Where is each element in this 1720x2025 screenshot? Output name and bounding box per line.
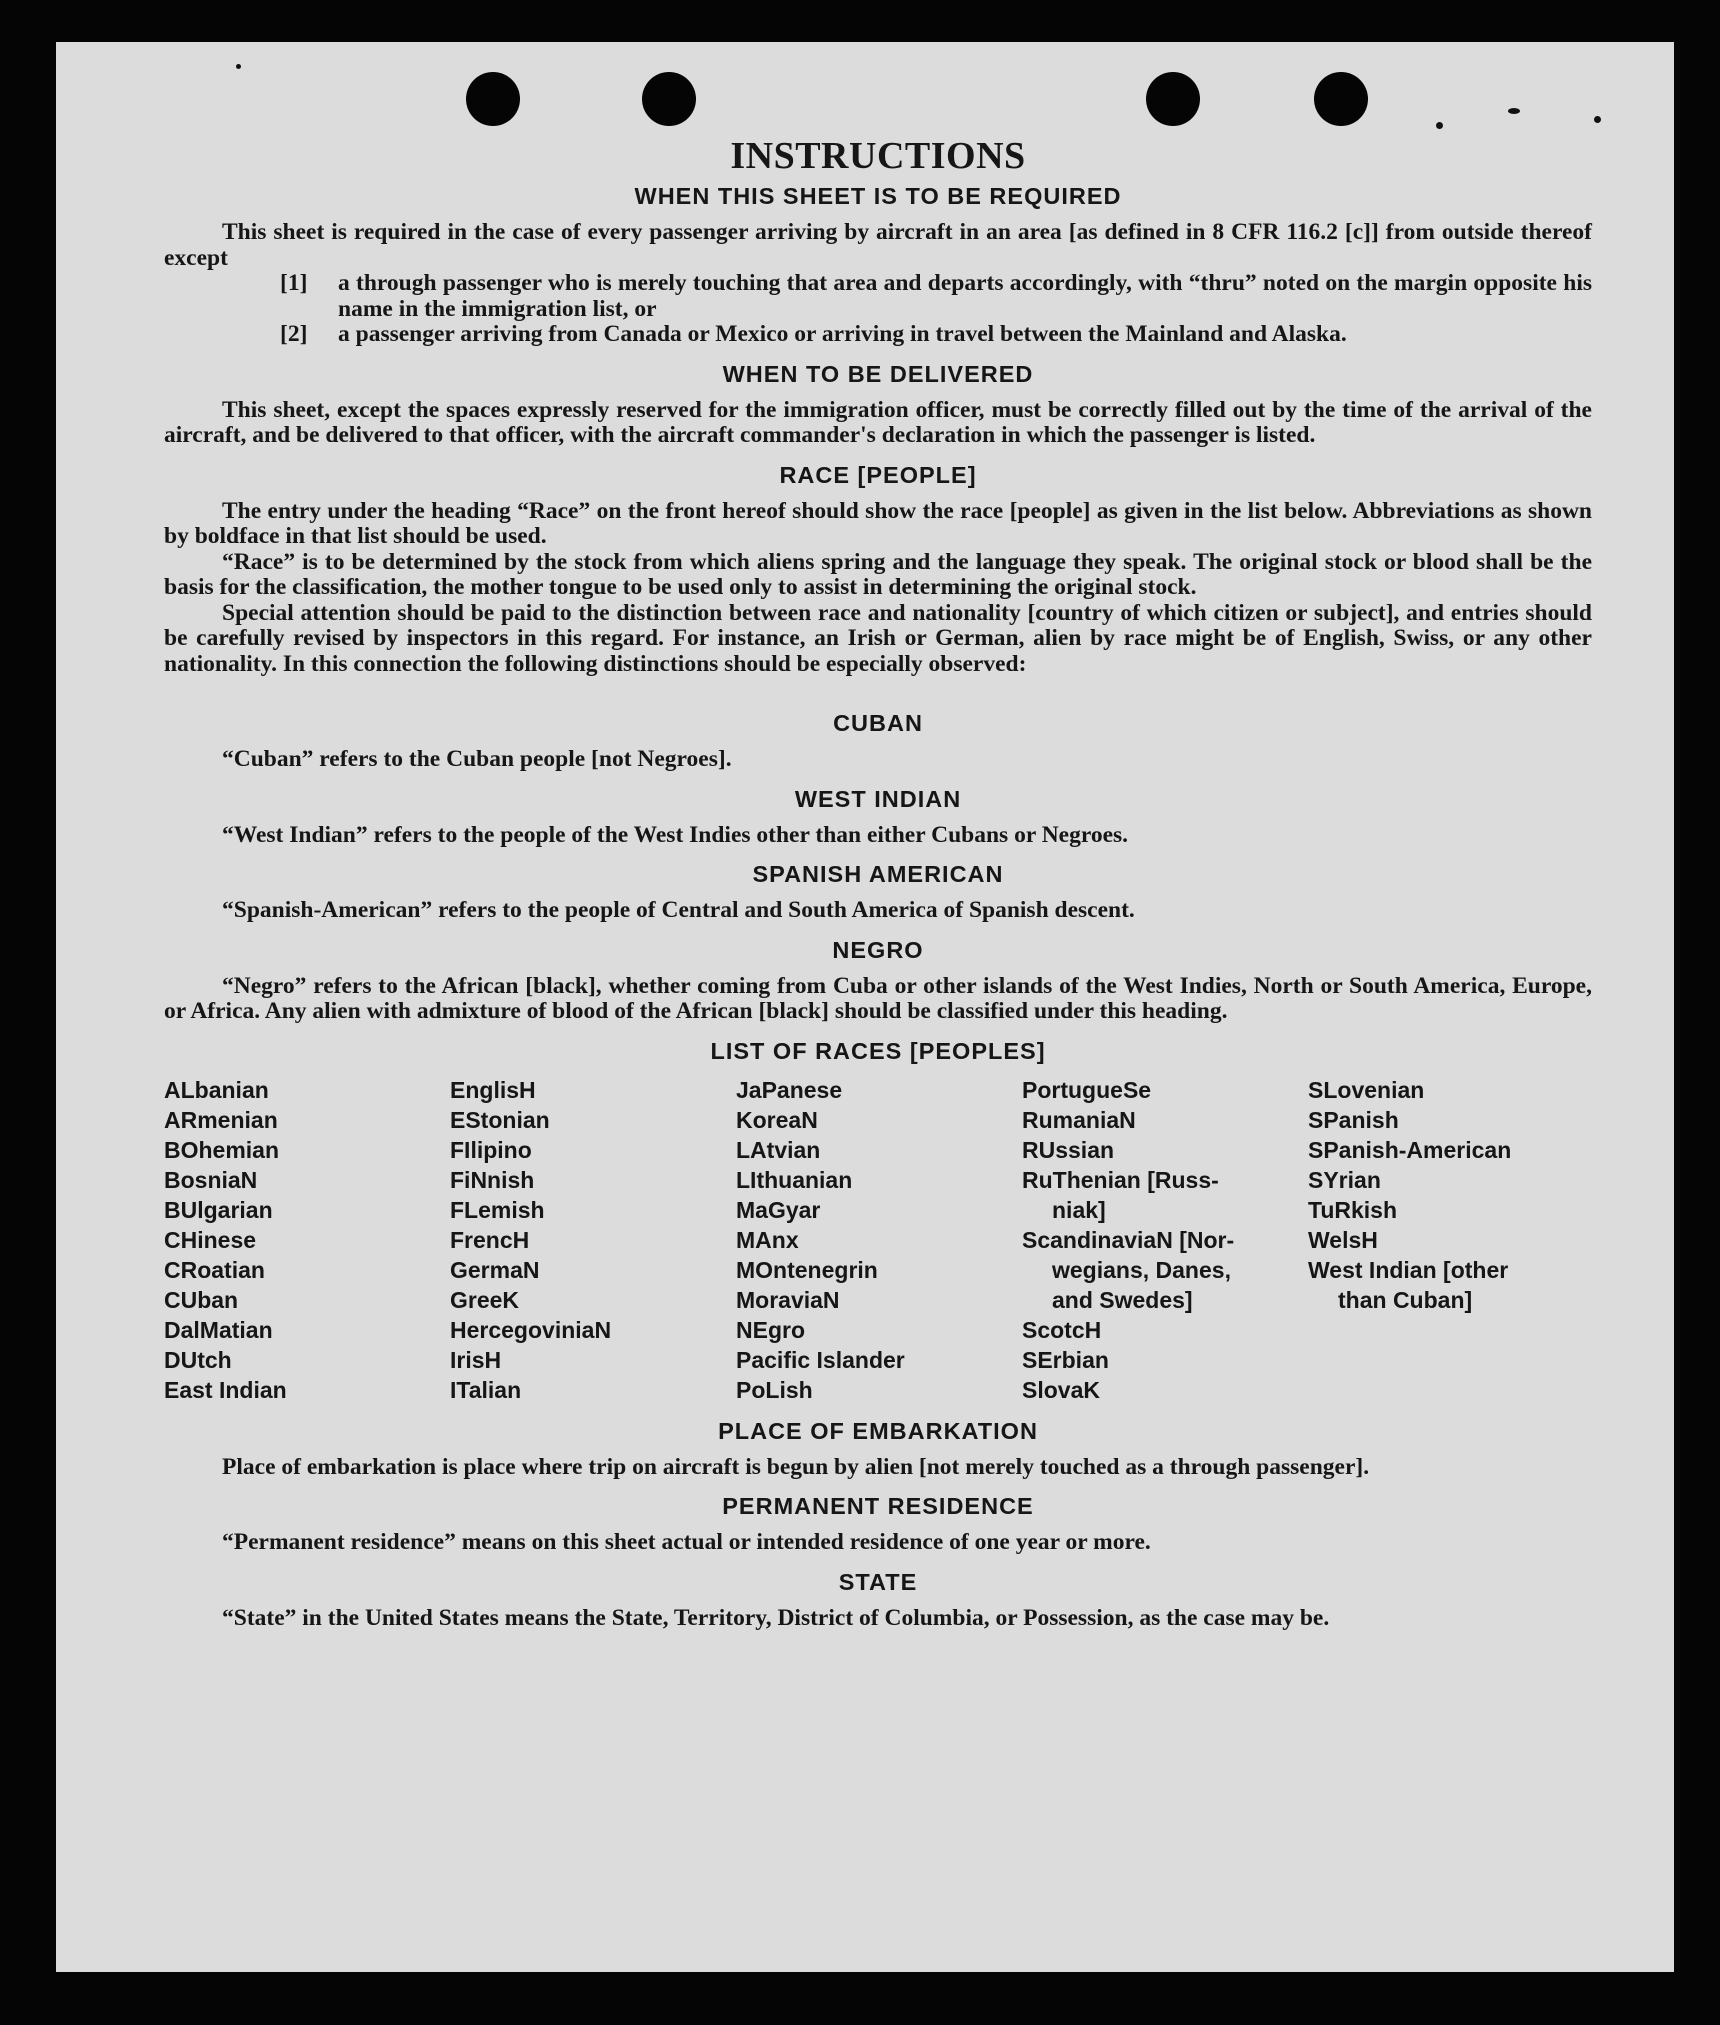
races-list [164, 1075, 1592, 1405]
race-entry: FrencH [450, 1226, 530, 1253]
item-number: [2] [280, 321, 308, 347]
spacer [164, 677, 1592, 697]
race-entry: ARmenian [164, 1106, 278, 1133]
list-item [280, 322, 1592, 348]
race-entry: SErbian [1022, 1346, 1109, 1373]
race-entry: RUssian [1022, 1136, 1115, 1163]
race-entry: RumaniaN [1022, 1106, 1136, 1133]
race-entry: LAtvian [736, 1136, 821, 1163]
race-entry: EStonian [450, 1106, 550, 1133]
heading-when-required: WHEN THIS SHEET IS TO BE REQUIRED [634, 183, 1122, 209]
race-entry: FIlipino [450, 1136, 532, 1163]
race-entry: IrisH [450, 1346, 502, 1373]
paragraph: Special attention should be paid to the distinction between race and nationality [country of which citizen or subject], and entries should be carefully revised by inspectors in this regard. For instance, an Irish or German, alien by race might be of English, Swiss, or any other nationality. In this connection the following distinctions should be especially observed: [164, 599, 1592, 677]
heading-cuban: CUBAN [833, 710, 923, 736]
race-entry: HercegoviniaN [450, 1316, 612, 1343]
speck [1436, 122, 1443, 129]
paragraph: “Negro” refers to the African [black], whether coming from Cuba or other islands of the West Indies, North or South America, Europe, or Africa. Any alien with admixture of blood of the African [black] should be classified under this heading. [164, 972, 1592, 1024]
paragraph: The entry under the heading “Race” on the front hereof should show the race [people] as given in the list below. Abbreviations as shown by boldface in that list should be used. [164, 497, 1592, 549]
punch-hole [466, 72, 520, 126]
race-entry: ScotcH [1022, 1316, 1102, 1343]
race-entry: SLovenian [1308, 1076, 1425, 1103]
heading-west-indian: WEST INDIAN [794, 785, 962, 812]
races-column [164, 1075, 450, 1405]
heading-negro: NEGRO [832, 936, 924, 963]
race-entry: RuThenian [Russ- [1022, 1166, 1219, 1193]
speck [236, 64, 241, 69]
race-entry: Pacific Islander [736, 1346, 905, 1373]
races-column [1308, 1075, 1592, 1405]
race-entry: EnglisH [450, 1076, 536, 1103]
instructions-content [164, 134, 1592, 1631]
race-entry: FiNnish [450, 1166, 535, 1193]
race-entry: BosniaN [164, 1166, 258, 1193]
race-entry-continued: niak] [1052, 1196, 1106, 1223]
paragraph: This sheet is required in the case of every passenger arriving by aircraft in an area [as defined in 8 CFR 116.2 [c]] from outside thereof except [164, 219, 1592, 271]
race-entry: DalMatian [164, 1316, 273, 1343]
race-entry: SPanish [1308, 1106, 1399, 1133]
race-entry: CRoatian [164, 1256, 265, 1283]
punch-hole [1314, 72, 1368, 126]
race-entry: SlovaK [1022, 1376, 1100, 1403]
heading-embarkation: PLACE OF EMBARKATION [718, 1417, 1038, 1444]
race-entry: FLemish [450, 1196, 545, 1223]
race-entry: West Indian [other [1308, 1256, 1509, 1283]
speck [1508, 108, 1520, 114]
race-entry-continued: and Swedes] [1052, 1286, 1193, 1313]
race-entry: TuRkish [1308, 1196, 1398, 1223]
document-sheet [56, 42, 1674, 1972]
paragraph: “State” in the United States means the State, Territory, District of Columbia, or Possession, as the case may be. [222, 1604, 1330, 1631]
paragraph: “Cuban” refers to the Cuban people [not Negroes]. [222, 746, 732, 772]
race-entry: SYrian [1308, 1166, 1381, 1193]
heading-list-of-races: LIST OF RACES [PEOPLES] [710, 1037, 1046, 1064]
race-entry: MOntenegrin [736, 1256, 878, 1283]
race-entry: East Indian [164, 1376, 287, 1403]
heading-spanish-american: SPANISH AMERICAN [752, 861, 1004, 887]
race-entry: CUban [164, 1286, 239, 1313]
race-entry: JaPanese [736, 1076, 843, 1103]
race-entry-continued: than Cuban] [1338, 1286, 1473, 1313]
paragraph: “Race” is to be determined by the stock from which aliens spring and the language they speak. The original stock or blood shall be the basis for the classification, the mother tongue to be used only to assist in determining the original stock. [164, 548, 1592, 600]
race-entry: ALbanian [164, 1076, 269, 1103]
heading-state: STATE [838, 1568, 918, 1595]
race-entry: DUtch [164, 1346, 232, 1373]
paragraph: “Permanent residence” means on this sheet actual or intended residence of one year or more. [222, 1529, 1151, 1555]
paragraph: This sheet, except the spaces expressly reserved for the immigration officer, must be correctly filled out by the time of the arrival of the aircraft, and be delivered to that officer, with the aircraft commander's declaration in which the passenger is listed. [164, 396, 1592, 448]
races-column [1022, 1075, 1308, 1405]
race-entry: MAnx [736, 1226, 799, 1253]
race-entry: BOhemian [164, 1136, 280, 1163]
list-item [280, 271, 1592, 322]
item-text: a passenger arriving from Canada or Mexico or arriving in travel between the Mainland and Alaska. [338, 321, 1347, 347]
paragraph: “West Indian” refers to the people of the West Indies other than either Cubans or Negroes. [222, 821, 1129, 848]
race-entry: ScandinaviaN [Nor- [1022, 1226, 1235, 1253]
race-entry: LIthuanian [736, 1166, 853, 1193]
race-entry: BUlgarian [164, 1196, 273, 1223]
paragraph: Place of embarkation is place where trip on aircraft is begun by alien [not merely touched as a through passenger]. [222, 1453, 1370, 1480]
heading-race: RACE [PEOPLE] [779, 461, 977, 488]
item-text: a through passenger who is merely touching that area and departs accordingly, with “thru” noted on the margin opposite his name in the immigration list, or [338, 270, 1592, 322]
race-entry: MoraviaN [736, 1286, 840, 1313]
race-entry: CHinese [164, 1226, 257, 1253]
race-entry: MaGyar [736, 1196, 821, 1223]
race-entry: ITalian [450, 1376, 522, 1403]
item-number: [1] [280, 270, 308, 296]
punch-hole [1146, 72, 1200, 126]
heading-when-delivered: WHEN TO BE DELIVERED [722, 360, 1034, 387]
races-column [736, 1075, 1022, 1405]
speck [1594, 116, 1601, 123]
race-entry-continued: wegians, Danes, [1052, 1256, 1231, 1283]
race-entry: GreeK [450, 1286, 520, 1313]
race-entry: WelsH [1308, 1226, 1378, 1253]
races-column [450, 1075, 736, 1405]
paragraph: “Spanish-American” refers to the people of Central and South America of Spanish descent. [222, 897, 1135, 923]
race-entry: GermaN [450, 1256, 540, 1283]
punch-hole [642, 72, 696, 126]
page-title: INSTRUCTIONS [730, 135, 1026, 177]
heading-permanent-residence: PERMANENT RESIDENCE [722, 1493, 1034, 1519]
race-entry: PoLish [736, 1376, 813, 1403]
race-entry: SPanish-American [1308, 1136, 1512, 1163]
race-entry: NEgro [736, 1316, 805, 1343]
race-entry: KoreaN [736, 1106, 818, 1133]
race-entry: PortugueSe [1022, 1076, 1152, 1103]
